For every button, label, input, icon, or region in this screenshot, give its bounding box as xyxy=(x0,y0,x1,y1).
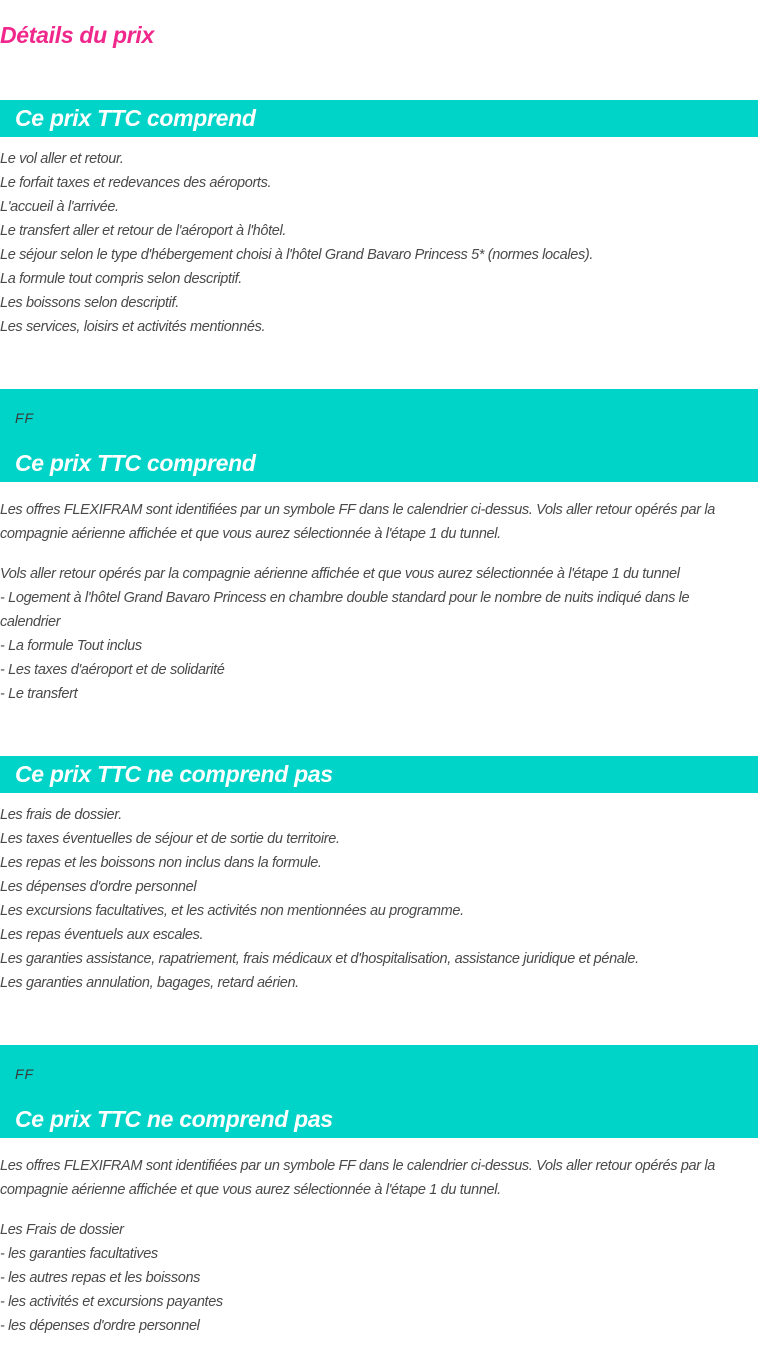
list-item: - les autres repas et les boissons xyxy=(0,1270,201,1286)
list-item: Les boissons selon descriptif. xyxy=(0,295,179,311)
list-item: L'accueil à l'arrivée. xyxy=(0,199,119,215)
section-title: Ce prix TTC ne comprend pas xyxy=(15,1106,333,1132)
ff-symbol: FF xyxy=(15,1066,35,1082)
section-header-excludes xyxy=(0,756,758,793)
flexifram-intro: Les offres FLEXIFRAM sont identifiées par un symbole FF dans le calendrier ci-dessus. Vols aller retour opérés par la compagnie aérienne affichée et que vous aurez sélectionnée à l'étape 1 du tunnel. xyxy=(0,1158,716,1198)
list-item: Les frais de dossier. xyxy=(0,807,122,823)
list-item: - les dépenses d'ordre personnel xyxy=(0,1318,200,1334)
flexifram-intro: Les offres FLEXIFRAM sont identifiées par un symbole FF dans le calendrier ci-dessus. Vols aller retour opérés par la compagnie aérienne affichée et que vous aurez sélectionnée à l'étape 1 du tunnel. xyxy=(0,502,716,542)
list-item: - Les taxes d'aéroport et de solidarité xyxy=(0,662,225,678)
list-item: Le séjour selon le type d'hébergement choisi à l'hôtel Grand Bavaro Princess 5* (normes locales). xyxy=(0,247,593,263)
list-item: La formule tout compris selon descriptif. xyxy=(0,271,242,287)
ff-excludes-list xyxy=(0,1218,758,1338)
page-title: Détails du prix xyxy=(0,22,154,48)
list-item: Les dépenses d'ordre personnel xyxy=(0,879,197,895)
includes-list xyxy=(0,147,758,339)
list-item: - les garanties facultatives xyxy=(0,1246,158,1262)
list-item: Les services, loisirs et activités mentionnés. xyxy=(0,319,266,335)
ff-includes-list xyxy=(0,562,758,706)
list-item: Le transfert aller et retour de l'aéroport à l'hôtel. xyxy=(0,223,287,239)
list-item: Les Frais de dossier xyxy=(0,1222,124,1238)
section-title: Ce prix TTC comprend xyxy=(15,105,256,131)
list-item: Les garanties annulation, bagages, retard aérien. xyxy=(0,975,299,991)
list-item: - La formule Tout inclus xyxy=(0,638,142,654)
list-item: Le vol aller et retour. xyxy=(0,151,124,167)
section-title: Ce prix TTC comprend xyxy=(15,450,256,476)
section-header-ff-includes xyxy=(0,389,758,482)
list-item: - Le transfert xyxy=(0,686,78,702)
list-item: Les taxes éventuelles de séjour et de sortie du territoire. xyxy=(0,831,340,847)
list-item: - Logement à l'hôtel Grand Bavaro Princess en chambre double standard pour le nombre de nuits indiqué dans le calendrier xyxy=(0,590,690,630)
list-item: Les garanties assistance, rapatriement, frais médicaux et d'hospitalisation, assistance juridique et pénale. xyxy=(0,951,639,967)
list-item: Le forfait taxes et redevances des aéroports. xyxy=(0,175,272,191)
list-item: Les repas et les boissons non inclus dans la formule. xyxy=(0,855,322,871)
section-header-includes xyxy=(0,100,758,137)
list-item: Vols aller retour opérés par la compagnie aérienne affichée et que vous aurez sélectionnée à l'étape 1 du tunnel xyxy=(0,566,680,582)
list-item: - les activités et excursions payantes xyxy=(0,1294,223,1310)
list-item: Les excursions facultatives, et les activités non mentionnées au programme. xyxy=(0,903,464,919)
excludes-list xyxy=(0,803,758,995)
ff-symbol: FF xyxy=(15,410,35,426)
list-item: Les repas éventuels aux escales. xyxy=(0,927,204,943)
section-header-ff-excludes xyxy=(0,1045,758,1138)
section-title: Ce prix TTC ne comprend pas xyxy=(15,761,333,787)
